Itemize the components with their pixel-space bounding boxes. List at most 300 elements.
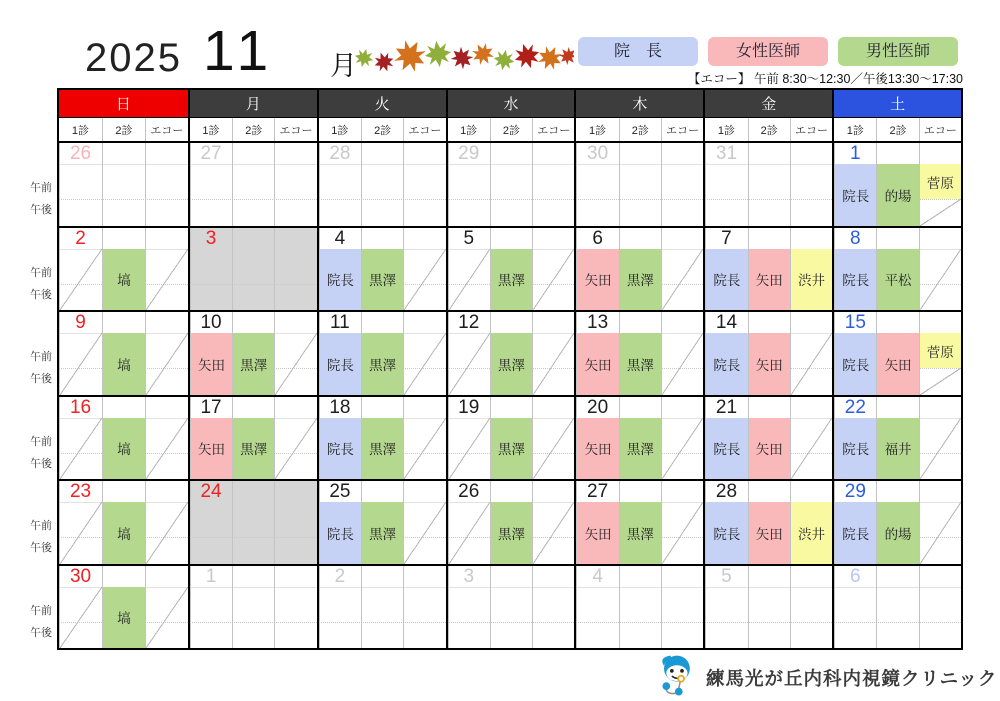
- no-session-slash: [275, 418, 316, 480]
- doctor-cell: 渋井: [791, 502, 832, 564]
- no-session-slash: [920, 502, 961, 564]
- day-header-wd: 水: [446, 90, 575, 117]
- day-header-sat: 土: [832, 90, 961, 117]
- day-cell: [703, 141, 832, 226]
- sub-header-label: エコー: [919, 118, 961, 141]
- day-cell: [188, 395, 317, 480]
- doctor-cell: 院長: [835, 164, 876, 226]
- day-cell: [574, 141, 703, 226]
- sub-column: [145, 312, 188, 395]
- doctor-cell: 福井: [877, 418, 918, 480]
- period-label-pm: 午後: [30, 542, 52, 554]
- doctor-cell: 黒澤: [620, 418, 661, 480]
- sub-column: [619, 312, 661, 395]
- doctor-cell: 院長: [320, 418, 361, 480]
- sub-column: [790, 566, 832, 649]
- no-session-slash: [920, 199, 961, 226]
- sub-header-label: 2診: [619, 118, 661, 141]
- date-number: 26: [458, 481, 480, 502]
- date-number: 6: [592, 227, 603, 249]
- no-session-slash: [404, 418, 445, 480]
- sub-column: [919, 566, 961, 649]
- clinic-logo-icon: [652, 651, 700, 699]
- sub-column: [145, 228, 188, 311]
- legend-female-doctor: 女性医師: [708, 37, 828, 66]
- sub-column: [619, 228, 661, 311]
- day-cell: [188, 479, 317, 564]
- doctor-cell: 院長: [835, 502, 876, 564]
- doctor-cell: 的場: [877, 502, 918, 564]
- no-session-slash: [662, 502, 703, 564]
- doctor-cell: 塙: [103, 249, 145, 311]
- sub-column: [274, 566, 316, 649]
- sub-column: [619, 143, 661, 226]
- date-number: 23: [69, 481, 92, 502]
- no-session-slash: [662, 333, 703, 395]
- sub-column: [274, 397, 316, 480]
- no-session-slash: [146, 333, 188, 395]
- doctor-cell: 黒澤: [620, 333, 661, 395]
- date-number: 5: [463, 227, 475, 249]
- no-session-slash: [791, 418, 832, 480]
- date-number: 6: [850, 565, 861, 587]
- sub-column: [790, 312, 832, 395]
- day-cell: [446, 395, 575, 480]
- day-cell: [317, 395, 446, 480]
- day-cell: [188, 310, 317, 395]
- legend-male-doctor: 男性医師: [838, 37, 958, 66]
- doctor-cell: 矢田: [877, 333, 918, 395]
- sub-column: [790, 481, 832, 564]
- sub-header-group: [574, 118, 703, 141]
- day-cell: [317, 141, 446, 226]
- date-number: 9: [75, 312, 86, 333]
- day-cell: [188, 564, 317, 649]
- date-number: 11: [330, 312, 350, 333]
- sub-column: [274, 143, 316, 226]
- period-label-am: 午前: [30, 520, 52, 532]
- day-cell: [317, 226, 446, 311]
- date-number: 16: [69, 396, 92, 418]
- week-row: [59, 310, 961, 395]
- doctor-cell: 矢田: [749, 502, 790, 564]
- sub-header-label: 1診: [331, 124, 349, 137]
- no-session-slash: [275, 333, 316, 395]
- day-cell: [574, 479, 703, 564]
- day-cell: [703, 226, 832, 311]
- doctor-cell: 渋井: [791, 249, 832, 311]
- date-number: 1: [205, 565, 217, 587]
- date-number: 5: [721, 565, 732, 587]
- day-cell: [703, 479, 832, 564]
- doctor-cell: 黒澤: [362, 502, 403, 564]
- sub-column: [403, 228, 445, 311]
- sub-header-label: エコー: [145, 118, 188, 141]
- date-number: 30: [69, 565, 92, 587]
- day-cell: [832, 310, 961, 395]
- sub-column: [919, 228, 961, 311]
- day-cell: [832, 479, 961, 564]
- autumn-leaves-icon: [352, 26, 574, 78]
- no-session-slash: [60, 502, 102, 564]
- date-number: 10: [200, 312, 222, 333]
- sub-column: [532, 481, 574, 564]
- sub-header-row: [59, 117, 961, 141]
- sub-column: [490, 312, 532, 395]
- date-number: 19: [458, 396, 480, 418]
- doctor-cell: 塙: [103, 333, 145, 395]
- sub-column: [748, 566, 790, 649]
- sub-header-group: [446, 118, 575, 141]
- day-cell: [188, 226, 317, 311]
- sub-header-group: [832, 118, 961, 141]
- day-cell: [446, 141, 575, 226]
- date-number: 29: [844, 481, 866, 502]
- no-session-slash: [920, 418, 961, 480]
- sub-column: [361, 397, 403, 480]
- period-label-pm: 午後: [30, 626, 52, 639]
- sub-column: [490, 143, 532, 226]
- sub-column: [748, 481, 790, 564]
- no-session-slash: [60, 333, 102, 395]
- sub-column: [619, 397, 661, 480]
- period-label-pm: 午後: [30, 204, 52, 216]
- month-number: 11: [203, 19, 275, 83]
- clinic-name: 練馬光が丘内科内視鏡クリニック: [706, 670, 998, 690]
- sub-column: [361, 228, 403, 311]
- sub-column: [876, 397, 918, 480]
- no-session-slash: [533, 502, 574, 564]
- day-cell: [59, 226, 188, 311]
- period-label-am: 午前: [30, 435, 52, 448]
- sub-header-label: 1診: [202, 124, 220, 137]
- date-number: 3: [463, 565, 475, 587]
- no-session-slash: [533, 333, 574, 395]
- week-row: [59, 226, 961, 311]
- sub-column: [532, 312, 574, 395]
- day-cell: [446, 226, 575, 311]
- sub-column: [919, 397, 961, 480]
- no-session-slash: [920, 368, 961, 395]
- sub-header-label: 2診: [490, 118, 532, 141]
- doctor-cell: 院長: [320, 502, 361, 564]
- day-cell: [832, 395, 961, 480]
- legend-director: 院 長: [578, 37, 698, 66]
- sub-column: [661, 397, 703, 480]
- month-kanji-label: 月: [330, 51, 357, 81]
- sub-column: [403, 143, 445, 226]
- sub-column: [102, 481, 145, 564]
- date-number: 18: [329, 396, 351, 418]
- day-cell: [317, 479, 446, 564]
- sub-column: [361, 143, 403, 226]
- sub-column: [661, 143, 703, 226]
- date-number: 1: [850, 143, 861, 164]
- sub-header-label: 2診: [232, 118, 274, 141]
- sub-column: [403, 566, 445, 649]
- period-label-am: 午前: [30, 266, 52, 279]
- doctor-cell-morning: 菅原: [920, 333, 961, 368]
- sub-column: [232, 566, 274, 649]
- sub-column: [876, 312, 918, 395]
- sub-column: [102, 228, 145, 311]
- sub-column: [232, 312, 274, 395]
- sub-header-label: 2診: [102, 118, 145, 141]
- sub-column: [145, 566, 188, 649]
- sub-header-label: 2診: [361, 118, 403, 141]
- date-number: 8: [850, 227, 861, 249]
- day-cell: [59, 141, 188, 226]
- no-session-slash: [404, 502, 445, 564]
- period-label-am: 午前: [30, 182, 52, 194]
- date-number: 30: [587, 143, 609, 164]
- doctor-cell: 院長: [835, 333, 876, 395]
- sub-column: [232, 228, 274, 311]
- doctor-cell: 的場: [877, 164, 918, 226]
- date-number: 24: [200, 481, 222, 502]
- sub-column: [661, 228, 703, 311]
- sub-column: [619, 481, 661, 564]
- doctor-cell: 黒澤: [233, 333, 274, 395]
- no-session-slash: [449, 333, 490, 395]
- period-label-pm: 午後: [30, 373, 52, 385]
- legend: [578, 37, 958, 66]
- sub-header-label: 1診: [71, 124, 90, 137]
- day-cell: [574, 564, 703, 649]
- doctor-cell: 黒澤: [362, 333, 403, 395]
- sub-column: [661, 481, 703, 564]
- sub-column: [102, 397, 145, 480]
- no-session-slash: [662, 249, 703, 311]
- sub-header-label: 1診: [846, 124, 864, 137]
- no-session-slash: [146, 587, 188, 649]
- sub-column: [403, 481, 445, 564]
- doctor-cell: 矢田: [749, 249, 790, 311]
- doctor-cell: 院長: [320, 333, 361, 395]
- period-label-am: 午前: [30, 604, 52, 617]
- sub-column: [790, 143, 832, 226]
- date-number: 7: [721, 227, 732, 249]
- doctor-cell: 塙: [103, 502, 145, 564]
- date-number: 12: [458, 312, 480, 333]
- doctor-cell: 黒澤: [362, 418, 403, 480]
- no-session-slash: [60, 418, 102, 480]
- doctor-cell: 黒澤: [233, 418, 274, 480]
- day-header-wd: 木: [574, 90, 703, 117]
- sub-column: [361, 481, 403, 564]
- doctor-cell: 矢田: [749, 333, 790, 395]
- day-cell: [59, 395, 188, 480]
- week-row: [59, 395, 961, 480]
- sub-column: [102, 143, 145, 226]
- sub-column: [490, 397, 532, 480]
- date-number: 13: [587, 312, 609, 333]
- date-number: 22: [844, 396, 866, 418]
- sub-header-label: 1診: [717, 124, 735, 137]
- sub-column: [919, 481, 961, 564]
- sub-column: [748, 397, 790, 480]
- no-session-slash: [449, 502, 490, 564]
- doctor-cell: 矢田: [577, 502, 618, 564]
- doctor-cell: 黒澤: [491, 502, 532, 564]
- year-label: 2025: [85, 36, 182, 80]
- period-label-am: 午前: [30, 351, 52, 363]
- day-cell: [446, 564, 575, 649]
- doctor-cell: 院長: [706, 249, 747, 311]
- week-row: [59, 479, 961, 564]
- doctor-cell: 矢田: [191, 333, 232, 395]
- sub-column: [403, 312, 445, 395]
- date-number: 4: [592, 565, 603, 587]
- date-number: 29: [458, 143, 480, 164]
- sub-column: [232, 143, 274, 226]
- no-session-slash: [146, 418, 188, 480]
- day-cell: [59, 479, 188, 564]
- sub-column: [490, 481, 532, 564]
- sub-column: [876, 566, 918, 649]
- sub-column: [274, 228, 316, 311]
- doctor-cell-morning: 菅原: [920, 164, 961, 199]
- sub-column: [919, 312, 961, 395]
- sub-header-label: 1診: [589, 124, 607, 137]
- date-number: 3: [205, 227, 217, 249]
- day-cell: [832, 564, 961, 649]
- sub-column: [748, 143, 790, 226]
- no-session-slash: [60, 249, 102, 311]
- doctor-cell: 塙: [103, 587, 145, 649]
- no-session-slash: [662, 418, 703, 480]
- no-session-slash: [449, 418, 490, 480]
- sub-column: [490, 566, 532, 649]
- day-cell: [317, 564, 446, 649]
- date-number: 28: [715, 481, 738, 502]
- sub-column: [102, 312, 145, 395]
- day-cell: [703, 564, 832, 649]
- doctor-cell: 院長: [706, 333, 747, 395]
- date-number: 21: [715, 396, 738, 418]
- doctor-cell: 矢田: [191, 418, 232, 480]
- no-session-slash: [449, 249, 490, 311]
- calendar-grid: [57, 88, 963, 650]
- sub-column: [790, 228, 832, 311]
- no-session-slash: [404, 249, 445, 311]
- doctor-cell: 黒澤: [491, 418, 532, 480]
- sub-header-label: 2診: [748, 118, 790, 141]
- doctor-cell: 黒澤: [620, 249, 661, 311]
- sub-column: [876, 228, 918, 311]
- sub-column: [361, 312, 403, 395]
- sub-column: [532, 397, 574, 480]
- day-header-row: [59, 90, 961, 117]
- day-cell: [574, 226, 703, 311]
- sub-column: [145, 143, 188, 226]
- day-cell: [574, 310, 703, 395]
- day-cell: [832, 141, 961, 226]
- day-cell: [703, 395, 832, 480]
- date-number: 2: [75, 227, 86, 249]
- day-header-wd: 金: [703, 90, 832, 117]
- day-cell: [446, 479, 575, 564]
- sub-column: [790, 397, 832, 480]
- period-label-pm: 午後: [30, 288, 52, 301]
- day-header-sun: 日: [59, 90, 188, 117]
- sub-column: [876, 481, 918, 564]
- week-row: [59, 141, 961, 226]
- date-number: 14: [715, 312, 738, 333]
- day-cell: [59, 310, 188, 395]
- sub-header-label: エコー: [532, 118, 574, 141]
- doctor-cell: 塙: [103, 418, 145, 480]
- doctor-cell: 黒澤: [620, 502, 661, 564]
- date-number: 31: [715, 143, 738, 164]
- doctor-cell: 院長: [320, 249, 361, 311]
- no-session-slash: [146, 249, 188, 311]
- doctor-cell: 院長: [706, 418, 747, 480]
- date-number: 26: [69, 143, 92, 164]
- day-cell: [317, 310, 446, 395]
- sub-header-group: [59, 118, 188, 141]
- echo-hours-note: 【エコー】 午前 8:30～12:30／午後13:30～17:30: [687, 72, 963, 86]
- doctor-cell: 黒澤: [491, 249, 532, 311]
- doctor-cell: 矢田: [577, 333, 618, 395]
- doctor-cell: 矢田: [577, 418, 618, 480]
- doctor-cell: 黒澤: [362, 249, 403, 311]
- no-session-slash: [533, 249, 574, 311]
- sub-header-group: [317, 118, 446, 141]
- sub-column: [619, 566, 661, 649]
- sub-column: [232, 397, 274, 480]
- date-number: 27: [587, 481, 609, 502]
- sub-column: [748, 228, 790, 311]
- no-session-slash: [920, 249, 961, 311]
- period-label-pm: 午後: [30, 457, 52, 470]
- sub-column: [748, 312, 790, 395]
- sub-column: [532, 143, 574, 226]
- date-number: 28: [329, 143, 351, 164]
- date-number: 4: [334, 227, 346, 249]
- sub-column: [876, 143, 918, 226]
- doctor-cell: 矢田: [749, 418, 790, 480]
- sub-column: [145, 481, 188, 564]
- no-session-slash: [404, 333, 445, 395]
- sub-header-label: 2診: [876, 118, 918, 141]
- day-cell: [188, 141, 317, 226]
- sub-column: [274, 312, 316, 395]
- date-number: 20: [587, 396, 609, 418]
- sub-column: [102, 566, 145, 649]
- sub-header-label: エコー: [790, 118, 832, 141]
- no-session-slash: [533, 418, 574, 480]
- doctor-cell: 院長: [835, 418, 876, 480]
- sub-column: [145, 397, 188, 480]
- sub-header-group: [188, 118, 317, 141]
- date-number: 17: [200, 396, 222, 418]
- day-header-wd: 火: [317, 90, 446, 117]
- sub-header-label: 1診: [460, 124, 478, 137]
- sub-column: [661, 312, 703, 395]
- day-cell: [446, 310, 575, 395]
- week-row: [59, 564, 961, 649]
- sub-column: [274, 481, 316, 564]
- day-header-wd: 月: [188, 90, 317, 117]
- sub-column: [361, 566, 403, 649]
- day-cell: [59, 564, 188, 649]
- sub-column: [490, 228, 532, 311]
- date-number: 2: [334, 565, 346, 587]
- sub-column: [919, 143, 961, 226]
- sub-column: [532, 566, 574, 649]
- sub-column: [532, 228, 574, 311]
